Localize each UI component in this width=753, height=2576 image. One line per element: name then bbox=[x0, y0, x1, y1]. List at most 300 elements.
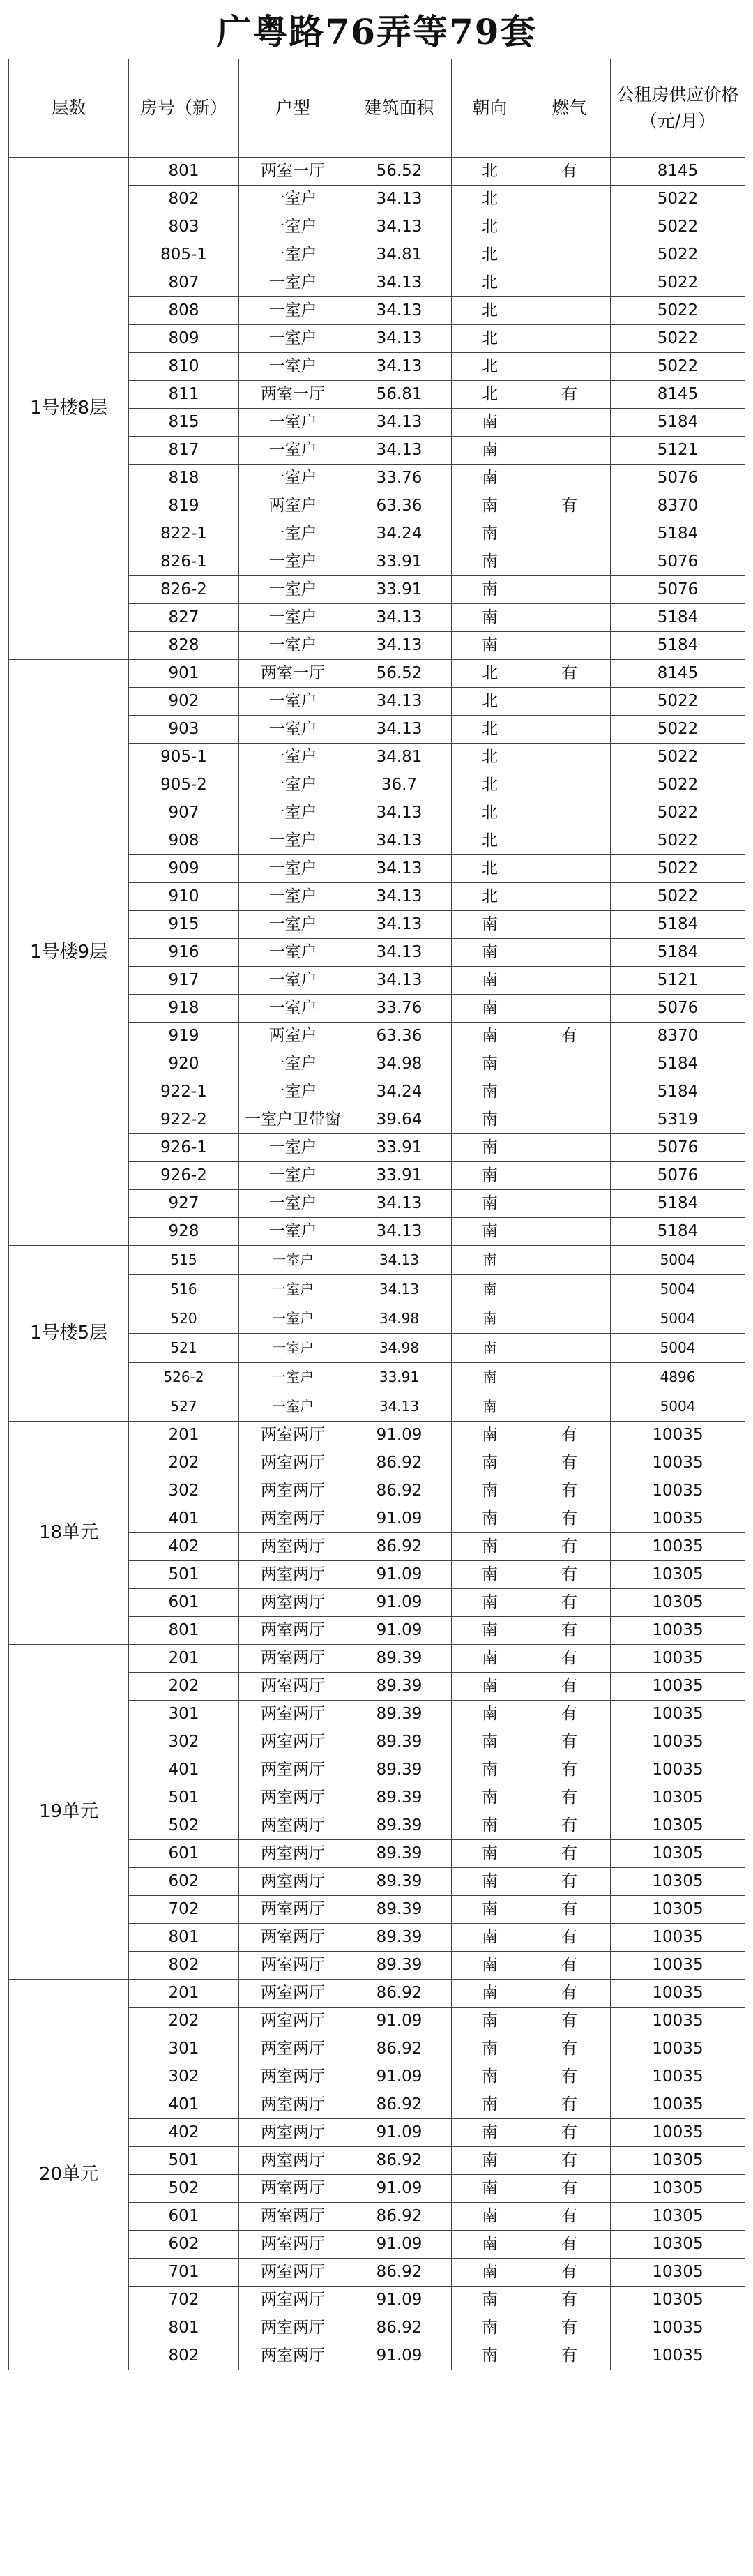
floor-area-cell: 89.39 bbox=[347, 1673, 452, 1701]
price-cell: 5022 bbox=[611, 744, 745, 771]
price-cell: 10035 bbox=[611, 2091, 745, 2119]
unit-type-cell: 两室两厅 bbox=[239, 1701, 347, 1728]
orientation-cell: 南 bbox=[452, 632, 528, 660]
price-cell: 5004 bbox=[611, 1392, 745, 1422]
gas-cell: 有 bbox=[528, 2008, 611, 2035]
unit-type-cell: 两室两厅 bbox=[239, 1728, 347, 1756]
floor-area-cell: 34.13 bbox=[347, 1246, 452, 1275]
price-cell: 10035 bbox=[611, 1645, 745, 1673]
price-cell: 10035 bbox=[611, 1505, 745, 1533]
room-number-cell: 401 bbox=[129, 1505, 239, 1533]
room-number-cell: 815 bbox=[129, 409, 239, 437]
price-cell: 8145 bbox=[611, 660, 745, 688]
price-cell: 10035 bbox=[611, 1422, 745, 1449]
orientation-cell: 南 bbox=[452, 465, 528, 492]
price-cell: 5184 bbox=[611, 939, 745, 967]
room-number-cell: 805-1 bbox=[129, 241, 239, 269]
floor-area-cell: 89.39 bbox=[347, 1840, 452, 1868]
room-number-cell: 801 bbox=[129, 1617, 239, 1645]
gas-cell bbox=[528, 437, 611, 465]
floor-area-cell: 34.13 bbox=[347, 1218, 452, 1246]
header-room-number: 房号（新） bbox=[129, 59, 239, 158]
price-cell: 10035 bbox=[611, 2035, 745, 2063]
orientation-cell: 南 bbox=[452, 2342, 528, 2370]
gas-cell bbox=[528, 548, 611, 576]
gas-cell bbox=[528, 1246, 611, 1275]
price-cell: 10035 bbox=[611, 2342, 745, 2370]
price-cell: 10305 bbox=[611, 1896, 745, 1924]
price-cell: 10035 bbox=[611, 1952, 745, 1980]
price-cell: 5076 bbox=[611, 995, 745, 1023]
orientation-cell: 南 bbox=[452, 1728, 528, 1756]
room-number-cell: 201 bbox=[129, 1980, 239, 2008]
price-cell: 5184 bbox=[611, 1050, 745, 1078]
orientation-cell: 北 bbox=[452, 883, 528, 911]
unit-type-cell: 两室两厅 bbox=[239, 1449, 347, 1477]
gas-cell: 有 bbox=[528, 2231, 611, 2259]
unit-type-cell: 两室两厅 bbox=[239, 1505, 347, 1533]
orientation-cell: 南 bbox=[452, 1078, 528, 1106]
orientation-cell: 北 bbox=[452, 799, 528, 827]
gas-cell: 有 bbox=[528, 1533, 611, 1561]
orientation-cell: 南 bbox=[452, 1162, 528, 1190]
floor-area-cell: 33.91 bbox=[347, 576, 452, 604]
orientation-cell: 南 bbox=[452, 1784, 528, 1812]
orientation-cell: 南 bbox=[452, 1363, 528, 1392]
floor-area-cell: 34.13 bbox=[347, 297, 452, 325]
table-row bbox=[9, 158, 745, 186]
floor-area-cell: 34.13 bbox=[347, 939, 452, 967]
price-cell: 5022 bbox=[611, 297, 745, 325]
room-number-cell: 521 bbox=[129, 1334, 239, 1363]
room-number-cell: 922-1 bbox=[129, 1078, 239, 1106]
price-cell: 10305 bbox=[611, 1589, 745, 1617]
price-cell: 10305 bbox=[611, 2231, 745, 2259]
room-number-cell: 907 bbox=[129, 799, 239, 827]
gas-cell: 有 bbox=[528, 1840, 611, 1868]
gas-cell: 有 bbox=[528, 1784, 611, 1812]
gas-cell bbox=[528, 1392, 611, 1422]
orientation-cell: 南 bbox=[452, 1392, 528, 1422]
orientation-cell: 北 bbox=[452, 827, 528, 855]
price-cell: 5184 bbox=[611, 1218, 745, 1246]
room-number-cell: 905-2 bbox=[129, 771, 239, 799]
gas-cell bbox=[528, 967, 611, 995]
orientation-cell: 南 bbox=[452, 1896, 528, 1924]
floor-group-cell: 1号楼8层 bbox=[9, 158, 129, 660]
floor-area-cell: 56.52 bbox=[347, 660, 452, 688]
unit-type-cell: 一室户卫带窗 bbox=[239, 1106, 347, 1134]
orientation-cell: 南 bbox=[452, 1617, 528, 1645]
price-cell: 5022 bbox=[611, 855, 745, 883]
orientation-cell: 南 bbox=[452, 2091, 528, 2119]
unit-type-cell: 一室户 bbox=[239, 353, 347, 381]
orientation-cell: 南 bbox=[452, 2175, 528, 2203]
gas-cell: 有 bbox=[528, 2035, 611, 2063]
orientation-cell: 南 bbox=[452, 2147, 528, 2175]
floor-area-cell: 89.39 bbox=[347, 1952, 452, 1980]
unit-type-cell: 一室户 bbox=[239, 1050, 347, 1078]
unit-type-cell: 两室两厅 bbox=[239, 2175, 347, 2203]
gas-cell: 有 bbox=[528, 158, 611, 186]
price-cell: 10035 bbox=[611, 1980, 745, 2008]
orientation-cell: 南 bbox=[452, 1050, 528, 1078]
orientation-cell: 南 bbox=[452, 1275, 528, 1304]
orientation-cell: 南 bbox=[452, 1106, 528, 1134]
price-cell: 5022 bbox=[611, 213, 745, 241]
floor-area-cell: 63.36 bbox=[347, 492, 452, 520]
room-number-cell: 520 bbox=[129, 1304, 239, 1334]
room-number-cell: 702 bbox=[129, 1896, 239, 1924]
orientation-cell: 南 bbox=[452, 576, 528, 604]
floor-group-cell: 1号楼5层 bbox=[9, 1246, 129, 1422]
price-cell: 5004 bbox=[611, 1334, 745, 1363]
room-number-cell: 926-1 bbox=[129, 1134, 239, 1162]
orientation-cell: 南 bbox=[452, 2231, 528, 2259]
room-number-cell: 818 bbox=[129, 465, 239, 492]
gas-cell: 有 bbox=[528, 1505, 611, 1533]
floor-area-cell: 56.52 bbox=[347, 158, 452, 186]
price-cell: 5022 bbox=[611, 325, 745, 353]
housing-table bbox=[8, 59, 745, 2370]
floor-area-cell: 36.7 bbox=[347, 771, 452, 799]
floor-area-cell: 34.13 bbox=[347, 967, 452, 995]
unit-type-cell: 一室户 bbox=[239, 771, 347, 799]
orientation-cell: 南 bbox=[452, 967, 528, 995]
unit-type-cell: 两室两厅 bbox=[239, 1589, 347, 1617]
room-number-cell: 915 bbox=[129, 911, 239, 939]
floor-area-cell: 34.13 bbox=[347, 437, 452, 465]
orientation-cell: 南 bbox=[452, 1304, 528, 1334]
unit-type-cell: 一室户 bbox=[239, 995, 347, 1023]
gas-cell: 有 bbox=[528, 2175, 611, 2203]
floor-group-cell: 18单元 bbox=[9, 1422, 129, 1645]
price-cell: 5076 bbox=[611, 1134, 745, 1162]
price-cell: 5022 bbox=[611, 771, 745, 799]
gas-cell bbox=[528, 1106, 611, 1134]
table-row bbox=[9, 1980, 745, 2008]
gas-cell bbox=[528, 520, 611, 548]
unit-type-cell: 两室一厅 bbox=[239, 660, 347, 688]
floor-area-cell: 34.13 bbox=[347, 632, 452, 660]
price-cell: 5022 bbox=[611, 827, 745, 855]
gas-cell: 有 bbox=[528, 660, 611, 688]
price-cell: 10035 bbox=[611, 2119, 745, 2147]
room-number-cell: 301 bbox=[129, 2035, 239, 2063]
price-cell: 5076 bbox=[611, 576, 745, 604]
floor-area-cell: 86.92 bbox=[347, 2259, 452, 2287]
orientation-cell: 南 bbox=[452, 2008, 528, 2035]
unit-type-cell: 两室两厅 bbox=[239, 1561, 347, 1589]
room-number-cell: 803 bbox=[129, 213, 239, 241]
floor-area-cell: 34.98 bbox=[347, 1050, 452, 1078]
price-cell: 5022 bbox=[611, 241, 745, 269]
orientation-cell: 南 bbox=[452, 1334, 528, 1363]
price-cell: 5184 bbox=[611, 409, 745, 437]
unit-type-cell: 两室两厅 bbox=[239, 2119, 347, 2147]
unit-type-cell: 一室户 bbox=[239, 911, 347, 939]
header-orientation: 朝向 bbox=[452, 59, 528, 158]
unit-type-cell: 一室户 bbox=[239, 1246, 347, 1275]
price-cell: 10035 bbox=[611, 2314, 745, 2342]
unit-type-cell: 一室户 bbox=[239, 688, 347, 716]
gas-cell bbox=[528, 1363, 611, 1392]
orientation-cell: 南 bbox=[452, 1561, 528, 1589]
gas-cell: 有 bbox=[528, 2287, 611, 2314]
gas-cell: 有 bbox=[528, 1728, 611, 1756]
price-cell: 8145 bbox=[611, 158, 745, 186]
orientation-cell: 南 bbox=[452, 1589, 528, 1617]
orientation-cell: 南 bbox=[452, 1980, 528, 2008]
unit-type-cell: 一室户 bbox=[239, 465, 347, 492]
gas-cell bbox=[528, 269, 611, 297]
orientation-cell: 南 bbox=[452, 1134, 528, 1162]
gas-cell bbox=[528, 186, 611, 213]
orientation-cell: 南 bbox=[452, 1673, 528, 1701]
room-number-cell: 801 bbox=[129, 158, 239, 186]
price-cell: 10305 bbox=[611, 1812, 745, 1840]
room-number-cell: 910 bbox=[129, 883, 239, 911]
unit-type-cell: 一室户 bbox=[239, 1190, 347, 1218]
orientation-cell: 北 bbox=[452, 771, 528, 799]
unit-type-cell: 一室户 bbox=[239, 939, 347, 967]
room-number-cell: 808 bbox=[129, 297, 239, 325]
orientation-cell: 北 bbox=[452, 744, 528, 771]
gas-cell: 有 bbox=[528, 1673, 611, 1701]
price-cell: 10305 bbox=[611, 1868, 745, 1896]
orientation-cell: 南 bbox=[452, 1812, 528, 1840]
orientation-cell: 北 bbox=[452, 213, 528, 241]
price-cell: 5022 bbox=[611, 186, 745, 213]
orientation-cell: 北 bbox=[452, 241, 528, 269]
price-cell: 10035 bbox=[611, 1449, 745, 1477]
room-number-cell: 827 bbox=[129, 604, 239, 632]
gas-cell: 有 bbox=[528, 1701, 611, 1728]
price-cell: 5121 bbox=[611, 967, 745, 995]
gas-cell bbox=[528, 1304, 611, 1334]
floor-area-cell: 33.91 bbox=[347, 1363, 452, 1392]
room-number-cell: 916 bbox=[129, 939, 239, 967]
orientation-cell: 南 bbox=[452, 1477, 528, 1505]
orientation-cell: 南 bbox=[452, 911, 528, 939]
unit-type-cell: 一室户 bbox=[239, 1275, 347, 1304]
unit-type-cell: 两室两厅 bbox=[239, 1952, 347, 1980]
unit-type-cell: 两室两厅 bbox=[239, 1784, 347, 1812]
room-number-cell: 927 bbox=[129, 1190, 239, 1218]
floor-area-cell: 89.39 bbox=[347, 1868, 452, 1896]
orientation-cell: 南 bbox=[452, 1533, 528, 1561]
gas-cell bbox=[528, 241, 611, 269]
unit-type-cell: 一室户 bbox=[239, 799, 347, 827]
price-cell: 10305 bbox=[611, 1840, 745, 1868]
unit-type-cell: 两室两厅 bbox=[239, 1980, 347, 2008]
table-row bbox=[9, 1246, 745, 1275]
room-number-cell: 302 bbox=[129, 2063, 239, 2091]
room-number-cell: 920 bbox=[129, 1050, 239, 1078]
floor-area-cell: 34.13 bbox=[347, 269, 452, 297]
orientation-cell: 北 bbox=[452, 353, 528, 381]
price-cell: 10305 bbox=[611, 2147, 745, 2175]
floor-area-cell: 91.09 bbox=[347, 2175, 452, 2203]
room-number-cell: 928 bbox=[129, 1218, 239, 1246]
gas-cell: 有 bbox=[528, 1422, 611, 1449]
gas-cell: 有 bbox=[528, 1896, 611, 1924]
room-number-cell: 901 bbox=[129, 660, 239, 688]
orientation-cell: 南 bbox=[452, 1023, 528, 1050]
gas-cell bbox=[528, 1078, 611, 1106]
orientation-cell: 北 bbox=[452, 325, 528, 353]
unit-type-cell: 两室两厅 bbox=[239, 1673, 347, 1701]
orientation-cell: 北 bbox=[452, 297, 528, 325]
table-row bbox=[9, 1645, 745, 1673]
gas-cell bbox=[528, 1134, 611, 1162]
gas-cell: 有 bbox=[528, 2063, 611, 2091]
price-cell: 10305 bbox=[611, 1561, 745, 1589]
unit-type-cell: 一室户 bbox=[239, 855, 347, 883]
floor-area-cell: 34.98 bbox=[347, 1304, 452, 1334]
floor-area-cell: 86.92 bbox=[347, 2035, 452, 2063]
room-number-cell: 302 bbox=[129, 1728, 239, 1756]
gas-cell bbox=[528, 1275, 611, 1304]
orientation-cell: 南 bbox=[452, 604, 528, 632]
floor-area-cell: 34.13 bbox=[347, 325, 452, 353]
gas-cell: 有 bbox=[528, 1477, 611, 1505]
gas-cell: 有 bbox=[528, 1589, 611, 1617]
orientation-cell: 北 bbox=[452, 688, 528, 716]
price-cell: 5121 bbox=[611, 437, 745, 465]
price-cell: 10035 bbox=[611, 1924, 745, 1952]
price-cell: 5022 bbox=[611, 353, 745, 381]
room-number-cell: 918 bbox=[129, 995, 239, 1023]
price-cell: 5319 bbox=[611, 1106, 745, 1134]
room-number-cell: 502 bbox=[129, 2175, 239, 2203]
price-cell: 5184 bbox=[611, 1078, 745, 1106]
floor-area-cell: 33.91 bbox=[347, 1134, 452, 1162]
gas-cell bbox=[528, 771, 611, 799]
gas-cell bbox=[528, 799, 611, 827]
gas-cell bbox=[528, 716, 611, 744]
orientation-cell: 南 bbox=[452, 939, 528, 967]
room-number-cell: 601 bbox=[129, 2203, 239, 2231]
gas-cell bbox=[528, 883, 611, 911]
unit-type-cell: 两室户 bbox=[239, 1023, 347, 1050]
gas-cell bbox=[528, 297, 611, 325]
unit-type-cell: 一室户 bbox=[239, 1304, 347, 1334]
floor-area-cell: 34.98 bbox=[347, 1334, 452, 1363]
price-cell: 5076 bbox=[611, 465, 745, 492]
floor-area-cell: 89.39 bbox=[347, 1645, 452, 1673]
room-number-cell: 819 bbox=[129, 492, 239, 520]
unit-type-cell: 一室户 bbox=[239, 1218, 347, 1246]
room-number-cell: 501 bbox=[129, 1561, 239, 1589]
floor-area-cell: 34.81 bbox=[347, 241, 452, 269]
unit-type-cell: 两室两厅 bbox=[239, 1840, 347, 1868]
price-cell: 8145 bbox=[611, 381, 745, 409]
orientation-cell: 南 bbox=[452, 1868, 528, 1896]
unit-type-cell: 一室户 bbox=[239, 1392, 347, 1422]
price-cell: 4896 bbox=[611, 1363, 745, 1392]
floor-area-cell: 34.13 bbox=[347, 827, 452, 855]
floor-area-cell: 91.09 bbox=[347, 2342, 452, 2370]
room-number-cell: 702 bbox=[129, 2287, 239, 2314]
price-cell: 10035 bbox=[611, 2008, 745, 2035]
gas-cell: 有 bbox=[528, 1617, 611, 1645]
orientation-cell: 南 bbox=[452, 995, 528, 1023]
gas-cell: 有 bbox=[528, 1645, 611, 1673]
floor-area-cell: 33.91 bbox=[347, 1162, 452, 1190]
gas-cell bbox=[528, 995, 611, 1023]
unit-type-cell: 一室户 bbox=[239, 716, 347, 744]
room-number-cell: 926-2 bbox=[129, 1162, 239, 1190]
orientation-cell: 南 bbox=[452, 2119, 528, 2147]
price-cell: 5076 bbox=[611, 1162, 745, 1190]
floor-area-cell: 34.13 bbox=[347, 1392, 452, 1422]
floor-group-cell: 20单元 bbox=[9, 1980, 129, 2370]
price-cell: 5022 bbox=[611, 883, 745, 911]
gas-cell: 有 bbox=[528, 2259, 611, 2287]
room-number-cell: 601 bbox=[129, 1589, 239, 1617]
header-price: 公租房供应价格（元/月） bbox=[611, 59, 745, 158]
orientation-cell: 北 bbox=[452, 269, 528, 297]
gas-cell: 有 bbox=[528, 2314, 611, 2342]
floor-area-cell: 34.13 bbox=[347, 186, 452, 213]
unit-type-cell: 一室户 bbox=[239, 241, 347, 269]
room-number-cell: 201 bbox=[129, 1422, 239, 1449]
orientation-cell: 北 bbox=[452, 186, 528, 213]
room-number-cell: 701 bbox=[129, 2259, 239, 2287]
gas-cell bbox=[528, 939, 611, 967]
gas-cell: 有 bbox=[528, 1812, 611, 1840]
gas-cell: 有 bbox=[528, 1561, 611, 1589]
unit-type-cell: 两室两厅 bbox=[239, 2203, 347, 2231]
gas-cell: 有 bbox=[528, 1449, 611, 1477]
room-number-cell: 801 bbox=[129, 2314, 239, 2342]
price-cell: 10035 bbox=[611, 1673, 745, 1701]
price-cell: 5184 bbox=[611, 632, 745, 660]
table-body bbox=[9, 158, 745, 2370]
room-number-cell: 811 bbox=[129, 381, 239, 409]
orientation-cell: 南 bbox=[452, 2035, 528, 2063]
room-number-cell: 402 bbox=[129, 2119, 239, 2147]
room-number-cell: 902 bbox=[129, 688, 239, 716]
unit-type-cell: 两室两厅 bbox=[239, 2147, 347, 2175]
unit-type-cell: 一室户 bbox=[239, 1162, 347, 1190]
room-number-cell: 515 bbox=[129, 1246, 239, 1275]
gas-cell: 有 bbox=[528, 2147, 611, 2175]
floor-area-cell: 86.92 bbox=[347, 2147, 452, 2175]
unit-type-cell: 两室两厅 bbox=[239, 1868, 347, 1896]
unit-type-cell: 两室两厅 bbox=[239, 2314, 347, 2342]
floor-area-cell: 34.13 bbox=[347, 688, 452, 716]
gas-cell bbox=[528, 465, 611, 492]
header-floor-area: 建筑面积 bbox=[347, 59, 452, 158]
floor-area-cell: 89.39 bbox=[347, 1728, 452, 1756]
price-cell: 5022 bbox=[611, 799, 745, 827]
floor-area-cell: 34.13 bbox=[347, 716, 452, 744]
unit-type-cell: 两室两厅 bbox=[239, 1896, 347, 1924]
orientation-cell: 南 bbox=[452, 1924, 528, 1952]
unit-type-cell: 两室两厅 bbox=[239, 2231, 347, 2259]
orientation-cell: 南 bbox=[452, 1218, 528, 1246]
room-number-cell: 502 bbox=[129, 1812, 239, 1840]
unit-type-cell: 一室户 bbox=[239, 883, 347, 911]
floor-area-cell: 91.09 bbox=[347, 2063, 452, 2091]
gas-cell: 有 bbox=[528, 1924, 611, 1952]
gas-cell bbox=[528, 213, 611, 241]
floor-area-cell: 34.81 bbox=[347, 744, 452, 771]
floor-area-cell: 86.92 bbox=[347, 1533, 452, 1561]
unit-type-cell: 两室两厅 bbox=[239, 2091, 347, 2119]
